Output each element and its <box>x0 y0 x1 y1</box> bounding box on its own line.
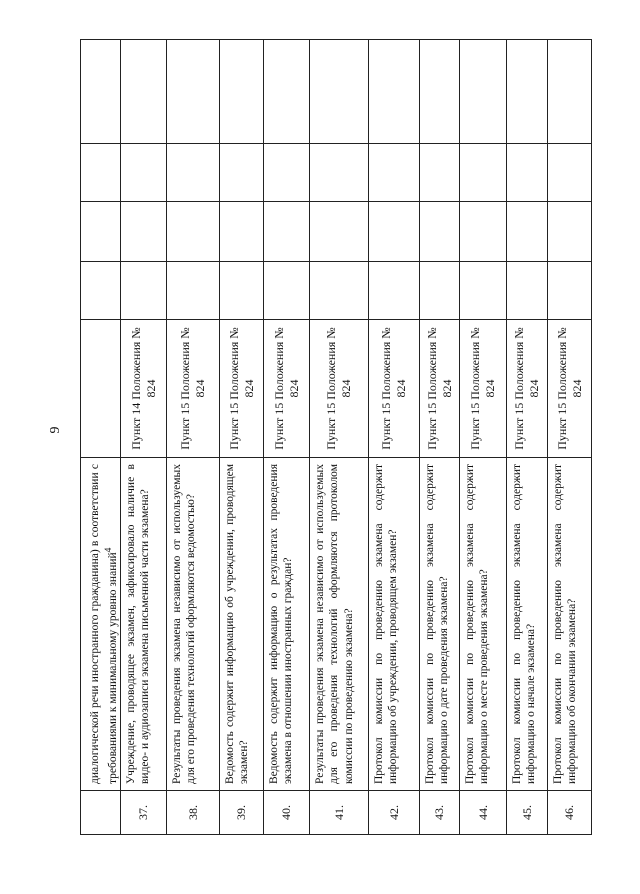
cell-requirement-text: Ведомость содержит информацию об учреждении, проводящем экзамен? <box>220 458 264 791</box>
table-row <box>460 40 507 835</box>
cell-requirement-text: Протокол комиссии по проведению экзамена содержит информацию о месте проведения экзамена? <box>460 458 507 791</box>
cell-answer-no <box>264 202 310 262</box>
cell-number: 42. <box>369 791 420 835</box>
cell-answer-na <box>310 144 369 202</box>
cell-legal-reference: Пункт 15 Положения № 824 <box>369 320 420 458</box>
cell-num-empty <box>81 791 121 835</box>
checklist-table <box>80 39 592 835</box>
table-body <box>81 40 592 835</box>
cell-answer-yes <box>167 262 220 320</box>
cell-legal-reference: Пункт 15 Положения № 824 <box>420 320 460 458</box>
cell-number: 39. <box>220 791 264 835</box>
continuation-text: диалогической речи иностранного гражданина) в соответствии с требованиями к минимальному уровню знаний <box>89 464 119 784</box>
cell-notes <box>420 40 460 144</box>
cell-answer-no <box>121 202 167 262</box>
cell-number: 41. <box>310 791 369 835</box>
cell-legal-reference: Пункт 15 Положения № 824 <box>264 320 310 458</box>
cell-answer-na <box>167 144 220 202</box>
cell-legal-reference: Пункт 15 Положения № 824 <box>310 320 369 458</box>
cell-answer-yes <box>264 262 310 320</box>
cell-number: 38. <box>167 791 220 835</box>
cell-answer-yes <box>220 262 264 320</box>
cell-number: 40. <box>264 791 310 835</box>
cell-number: 46. <box>548 791 592 835</box>
cell-requirement-text: Учреждение, проводящее экзамен, зафиксировало наличие в видео- и аудиозаписи экзамена письменной части экзамена? <box>121 458 167 791</box>
cell-answer-yes <box>507 262 548 320</box>
cell-notes <box>507 40 548 144</box>
cell-answer-no <box>81 202 121 262</box>
cell-answer-na <box>264 144 310 202</box>
table-row-continuation <box>81 40 121 835</box>
cell-number: 37. <box>121 791 167 835</box>
cell-legal-reference: Пункт 15 Положения № 824 <box>167 320 220 458</box>
cell-answer-no <box>420 202 460 262</box>
table-row <box>310 40 369 835</box>
cell-number: 44. <box>460 791 507 835</box>
table-row <box>220 40 264 835</box>
cell-notes <box>220 40 264 144</box>
cell-answer-na <box>121 144 167 202</box>
cell-answer-na <box>220 144 264 202</box>
cell-answer-yes <box>81 262 121 320</box>
cell-number: 45. <box>507 791 548 835</box>
cell-legal-reference: Пункт 15 Положения № 824 <box>507 320 548 458</box>
cell-notes <box>121 40 167 144</box>
cell-legal-reference: Пункт 15 Положения № 824 <box>460 320 507 458</box>
cell-answer-yes <box>420 262 460 320</box>
cell-answer-na <box>548 144 592 202</box>
cell-requirement-text: Протокол комиссии по проведению экзамена содержит информацию о дате проведения экзамена? <box>420 458 460 791</box>
table-row <box>167 40 220 835</box>
cell-notes <box>548 40 592 144</box>
cell-answer-yes <box>310 262 369 320</box>
cell-continuation-text <box>81 458 121 791</box>
rotated-table-container <box>80 40 584 835</box>
cell-notes <box>310 40 369 144</box>
cell-legal-reference: Пункт 15 Положения № 824 <box>548 320 592 458</box>
checklist-table-wrapper <box>80 40 584 835</box>
cell-notes <box>81 40 121 144</box>
footnote <box>0 0 1 778</box>
cell-answer-yes <box>548 262 592 320</box>
table-row <box>548 40 592 835</box>
cell-answer-na <box>369 144 420 202</box>
continuation-note-mark: 4 <box>102 547 114 553</box>
cell-answer-na <box>81 144 121 202</box>
cell-answer-no <box>369 202 420 262</box>
cell-answer-yes <box>121 262 167 320</box>
table-row <box>507 40 548 835</box>
cell-notes <box>460 40 507 144</box>
cell-requirement-text: Протокол комиссии по проведению экзамена содержит информацию о начале экзамена? <box>507 458 548 791</box>
cell-answer-na <box>507 144 548 202</box>
cell-answer-no <box>507 202 548 262</box>
cell-requirement-text: Протокол комиссии по проведению экзамена содержит информацию об окончании экзамена? <box>548 458 592 791</box>
page-number: 9 <box>48 426 63 434</box>
cell-notes <box>264 40 310 144</box>
cell-answer-yes <box>369 262 420 320</box>
cell-legal-reference: Пункт 14 Положения № 824 <box>121 320 167 458</box>
cell-answer-no <box>460 202 507 262</box>
cell-requirement-text: Протокол комиссии по проведению экзамена содержит информацию об учреждении, проводящем экзамен? <box>369 458 420 791</box>
cell-answer-no <box>548 202 592 262</box>
table-row <box>121 40 167 835</box>
cell-answer-no <box>220 202 264 262</box>
cell-answer-yes <box>460 262 507 320</box>
cell-answer-na <box>420 144 460 202</box>
cell-notes <box>167 40 220 144</box>
cell-requirement-text: Результаты проведения экзамена независимо от используемых для его проведения технологий оформляются ведомостью? <box>167 458 220 791</box>
cell-notes <box>369 40 420 144</box>
cell-requirement-text: Результаты проведения экзамена независимо от используемых для его проведения технологий оформляются протоколом комиссии по проведению экзамена? <box>310 458 369 791</box>
table-row <box>369 40 420 835</box>
table-row <box>420 40 460 835</box>
cell-answer-no <box>167 202 220 262</box>
cell-requirement-text: Ведомость содержит информацию о результатах проведения экзамена в отношении иностранных граждан? <box>264 458 310 791</box>
cell-legal-reference: Пункт 15 Положения № 824 <box>220 320 264 458</box>
cell-number: 43. <box>420 791 460 835</box>
cell-ref-empty <box>81 320 121 458</box>
cell-answer-na <box>460 144 507 202</box>
cell-answer-no <box>310 202 369 262</box>
table-row <box>264 40 310 835</box>
